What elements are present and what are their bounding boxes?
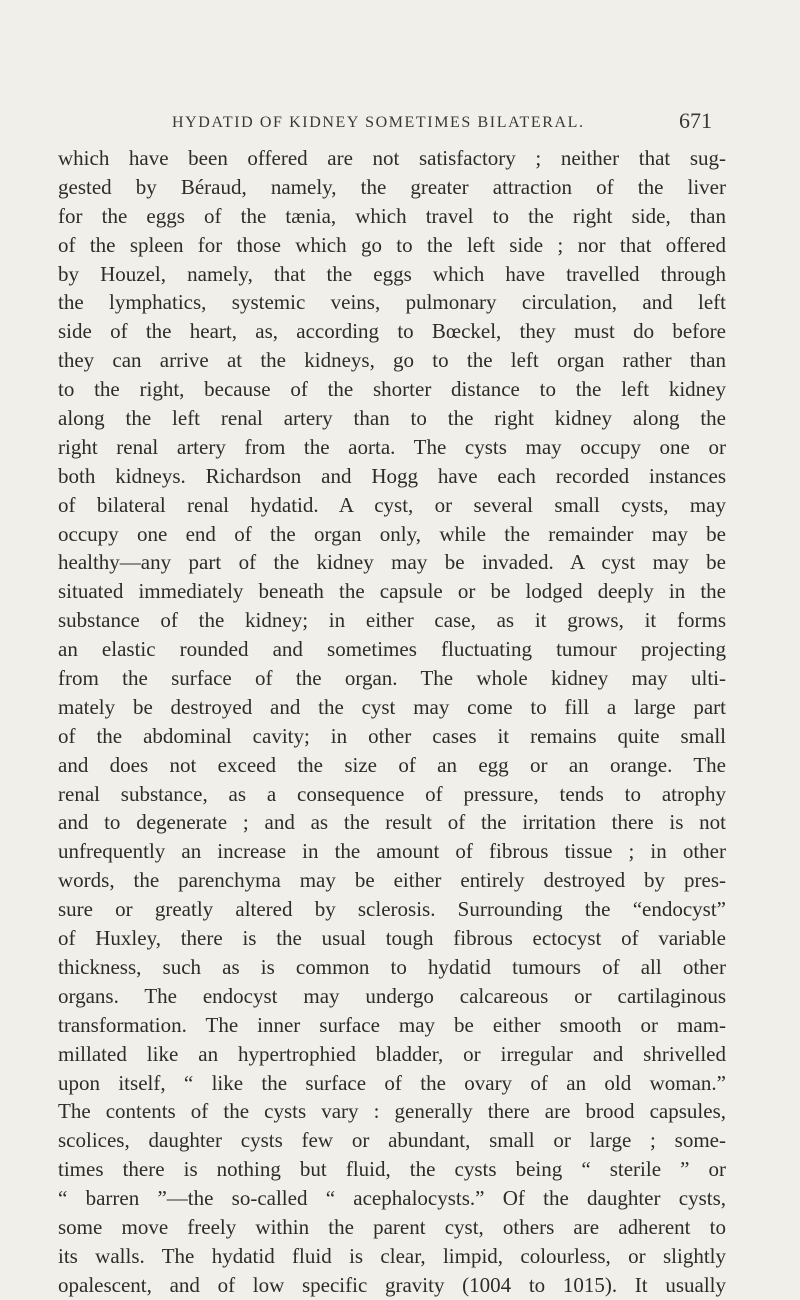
- text-line: times there is nothing but fluid, the cysts being “ sterile ” or: [58, 1157, 726, 1182]
- text-line: to the right, because of the shorter distance to the left kidney: [58, 377, 726, 402]
- text-line: of the spleen for those which go to the left side ; nor that offered: [58, 232, 726, 257]
- text-line: organs. The endocyst may undergo calcareous or cartilaginous: [58, 983, 726, 1008]
- text-line: which have been offered are not satisfactory ; neither that sug-: [58, 146, 726, 170]
- text-line: and does not exceed the size of an egg or an orange. The: [58, 752, 726, 777]
- text-line: words, the parenchyma may be either entirely destroyed by pres-: [58, 868, 726, 893]
- text-line: and to degenerate ; and as the result of the irritation there is not: [58, 810, 726, 835]
- text-line: the lymphatics, systemic veins, pulmonary circulation, and left: [58, 290, 726, 315]
- page-number: 671: [679, 108, 712, 133]
- text-line: healthy—any part of the kidney may be invaded. A cyst may be: [58, 550, 726, 575]
- text-line: thickness, such as is common to hydatid tumours of all other: [58, 954, 726, 979]
- text-line: right renal artery from the aorta. The cysts may occupy one or: [58, 434, 726, 459]
- text-line: its walls. The hydatid fluid is clear, limpid, colourless, or slightly: [58, 1243, 726, 1268]
- text-line: situated immediately beneath the capsule or be lodged deeply in the: [58, 579, 726, 604]
- text-line: for the eggs of the tænia, which travel to the right side, than: [58, 203, 726, 228]
- text-line: side of the heart, as, according to Bœckel, they must do before: [58, 319, 726, 344]
- text-line: they can arrive at the kidneys, go to the left organ rather than: [58, 348, 726, 373]
- text-line: along the left renal artery than to the right kidney along the: [58, 406, 726, 431]
- text-line: of bilateral renal hydatid. A cyst, or several small cysts, may: [58, 492, 726, 517]
- text-line: gested by Béraud, namely, the greater attraction of the liver: [58, 174, 726, 199]
- text-line: unfrequently an increase in the amount of fibrous tissue ; in other: [58, 839, 726, 864]
- text-line: of Huxley, there is the usual tough fibrous ectocyst of variable: [58, 926, 726, 951]
- text-line: occupy one end of the organ only, while the remainder may be: [58, 521, 726, 546]
- running-title: HYDATID OF KIDNEY SOMETIMES BILATERAL.: [172, 114, 585, 131]
- text-line: sure or greatly altered by sclerosis. Surrounding the “endocyst”: [58, 897, 726, 922]
- text-line: “ barren ”—the so-called “ acephalocysts.” Of the daughter cysts,: [58, 1186, 726, 1211]
- text-line: from the surface of the organ. The whole kidney may ulti-: [58, 666, 726, 691]
- body-text: [58, 144, 726, 1300]
- text-line: both kidneys. Richardson and Hogg have each recorded instances: [58, 463, 726, 488]
- text-line: scolices, daughter cysts few or abundant, small or large ; some-: [58, 1128, 726, 1153]
- text-line: renal substance, as a consequence of pressure, tends to atrophy: [58, 781, 726, 806]
- text-line: The contents of the cysts vary : generally there are brood capsules,: [58, 1099, 726, 1124]
- text-line: millated like an hypertrophied bladder, or irregular and shrivelled: [58, 1041, 726, 1066]
- text-line: upon itself, “ like the surface of the ovary of an old woman.”: [58, 1070, 726, 1095]
- text-line: by Houzel, namely, that the eggs which have travelled through: [58, 261, 726, 286]
- text-line: some move freely within the parent cyst, others are adherent to: [58, 1214, 726, 1239]
- text-line: mately be destroyed and the cyst may come to fill a large part: [58, 694, 726, 719]
- running-head: [172, 108, 712, 136]
- text-line: substance of the kidney; in either case, as it grows, it forms: [58, 608, 726, 633]
- text-line: of the abdominal cavity; in other cases it remains quite small: [58, 723, 726, 748]
- text-line: transformation. The inner surface may be either smooth or mam-: [58, 1012, 726, 1037]
- text-line: opalescent, and of low specific gravity (1004 to 1015). It usually: [58, 1272, 726, 1297]
- text-line: an elastic rounded and sometimes fluctuating tumour projecting: [58, 637, 726, 662]
